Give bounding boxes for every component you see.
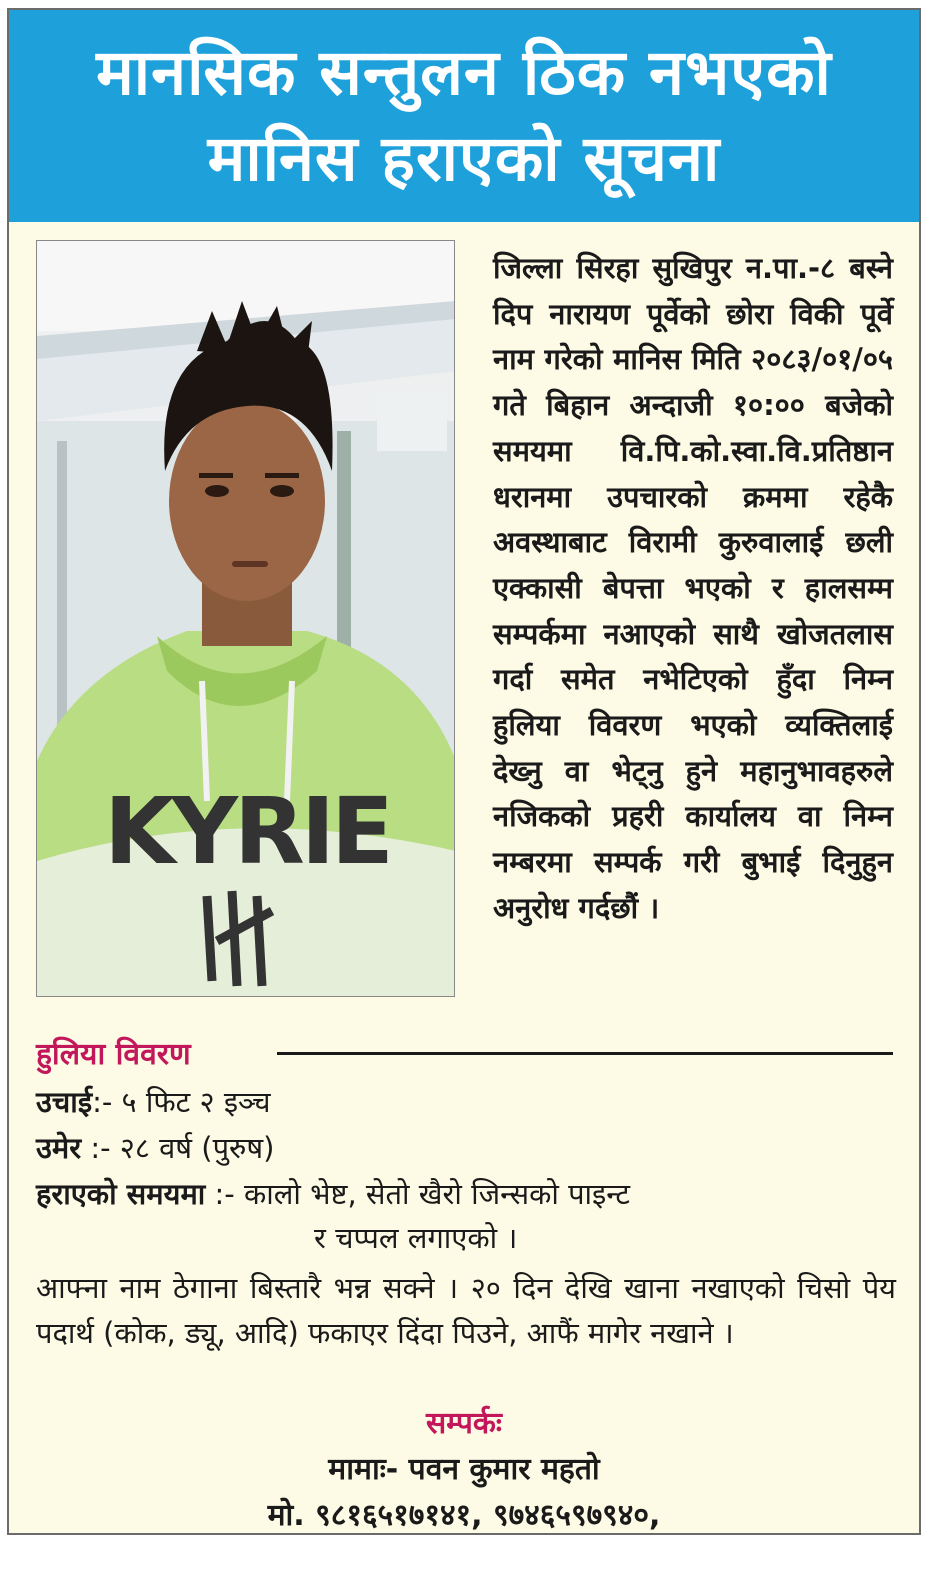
clothing-row-continued: र चप्पल लगाएको । [314, 1221, 518, 1255]
contact-name: मामाः- पवन कुमार महतो [328, 1452, 600, 1487]
clothing-label: हराएको समयमा [36, 1177, 206, 1211]
headline-line-1: मानसिक सन्तुलन ठिक नभएको [96, 36, 832, 109]
headline-line-2: मानिस हराएको सूचना [207, 122, 721, 195]
clothing-row [36, 1174, 630, 1213]
age-value: :- २८ वर्ष (पुरुष) [81, 1131, 275, 1165]
age-label: उमेर [36, 1131, 82, 1165]
contact-phone-numbers: मो. ९८१६५१७१४१, ९७४६५९७९४०, [267, 1498, 661, 1533]
contact-label: सम्पर्कः [426, 1406, 502, 1441]
behaviour-paragraph: आफ्ना नाम ठेगाना बिस्तारै भन्न सक्ने । २० दिन देखि खाना नखाएको चिसो पेय पदार्थ (कोक, ड्यू, आदि) फकाएर दिंदा पिउने, आफैं मागेर नखाने । [36, 1271, 896, 1350]
notice-body-text: जिल्ला सिरहा सुखिपुर न.पा.-८ बस्ने दिप नारायण पूर्वेको छोरा विकी पूर्वे नाम गरेको मानिस मिति २०८३/०१/०५ गते बिहान अन्दाजी १०:०० बजेको समयमा वि.पि.को.स्वा.वि.प्रतिष्ठान धरानमा उपचारको क्रममा रहेकै अवस्थाबाट विरामी कुरुवालाई छली एक्कासी बेपत्ता भएको र हालसम्म सम्पर्कमा नआएको साथै खोजतलास गर्दा समेत नभेटिएको हुँदा निम्न हुलिया विवरण भएको व्यक्तिलाई देख्नु वा भेट्नु हुने महानुभावहरुले नजिकको प्रहरी कार्यालय वा निम्न नम्बरमा सम्पर्क गरी बुभाई दिनुहुन अनुरोध गर्दछौं । [493, 251, 893, 925]
photo-illustration [37, 241, 455, 997]
height-row [36, 1082, 271, 1121]
missing-person-notice [7, 8, 921, 1535]
shirt-print-text: KYRIE [104, 778, 390, 885]
missing-person-photo [36, 240, 455, 997]
height-label: उचाई [36, 1085, 93, 1119]
height-value: :- ५ फिट २ इञ्च [92, 1085, 271, 1119]
age-row [36, 1128, 274, 1167]
clothing-value: :- कालो भेष्ट, सेतो खैरो जिन्सको पाइन्ट [205, 1177, 631, 1211]
description-section-title: हुलिया विवरण [36, 1032, 205, 1073]
section-divider [277, 1052, 893, 1055]
notice-header [9, 10, 919, 222]
